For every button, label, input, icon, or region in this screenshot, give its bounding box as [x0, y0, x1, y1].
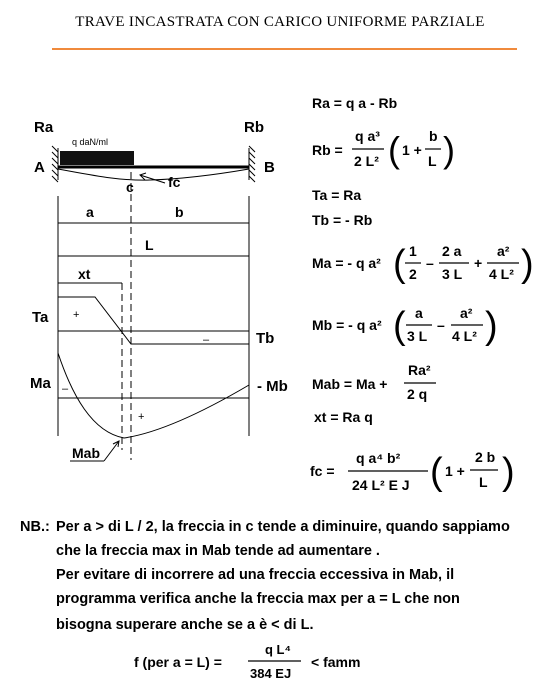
left-fixed-support — [52, 146, 58, 182]
label-fc: fc — [168, 174, 181, 190]
formula-ma-plus: + — [474, 255, 483, 271]
formula-rb-den: 2 L² — [354, 153, 379, 169]
label-b-end: B — [264, 159, 275, 176]
note-label: NB.: — [20, 519, 50, 535]
label-ta: Ta — [32, 309, 49, 326]
formula-ma-d2: 3 L — [442, 266, 463, 282]
formula-ta: Ta = Ra — [312, 187, 362, 203]
note-line-2: che la freccia max in Mab tende ad aumentare . — [56, 543, 380, 559]
shear-plus: + — [73, 309, 80, 321]
formula-mb-n2: a² — [460, 305, 473, 321]
label-ra: Ra — [34, 119, 54, 136]
formula-rb-fnum: b — [429, 128, 438, 144]
label-xt: xt — [78, 266, 91, 282]
label-a: a — [86, 204, 94, 220]
formula-fc-fnum: 2 b — [475, 449, 496, 465]
formula-mab-lhs: Mab = Ma + — [312, 376, 388, 392]
note-line-5: bisogna superare anche se a è < di L. — [56, 617, 314, 633]
formula-ma-lhs: Ma = - q a² — [312, 255, 381, 271]
formula-rb-close-paren: ) — [443, 129, 455, 170]
note-f-rhs: < famm — [311, 654, 361, 670]
moment-diagram — [58, 353, 249, 438]
label-ma: Ma — [30, 375, 51, 392]
note-line-4: programma verifica anche la freccia max per a = L che non — [56, 591, 460, 607]
formula-ma-close-paren: ) — [521, 243, 534, 285]
formula-mb-d2: 4 L² — [452, 328, 477, 344]
formula-mb-minus: – — [437, 317, 445, 333]
formula-mb-close-paren: ) — [485, 305, 498, 347]
formula-mab-den: 2 q — [407, 386, 428, 402]
label-mb: - Mb — [257, 378, 288, 395]
moment-minus: – — [62, 383, 69, 395]
label-rb: Rb — [244, 119, 264, 136]
formula-ra: Ra = q a - Rb — [312, 95, 398, 111]
formula-fc-lhs: fc = — [310, 463, 335, 479]
formula-ma-d3: 4 L² — [489, 266, 514, 282]
formula-rb-fden: L — [428, 153, 437, 169]
formula-fc-fden: L — [479, 474, 488, 490]
label-c: c — [126, 179, 134, 195]
mab-arrowhead — [113, 441, 119, 447]
page-title: TRAVE INCASTRATA CON CARICO UNIFORME PARZIALE — [75, 14, 485, 30]
deflection-curve — [58, 169, 249, 180]
label-tb: Tb — [256, 330, 275, 347]
formula-mab-num: Ra² — [408, 362, 431, 378]
formula-mb-n1: a — [415, 305, 423, 321]
label-load: q daN/ml — [72, 137, 109, 147]
right-fixed-support — [249, 146, 255, 182]
formula-mb-lhs: Mb = - q a² — [312, 317, 382, 333]
note-f-num: q L⁴ — [265, 642, 291, 657]
label-mab: Mab — [72, 445, 100, 461]
note-f-den: 384 EJ — [250, 666, 292, 681]
formula-fc-num: q a⁴ b² — [356, 450, 401, 466]
label-b: b — [175, 204, 184, 220]
formula-ma-n1: 1 — [409, 243, 417, 259]
moment-plus: + — [138, 411, 145, 423]
note-f-lhs: f (per a = L) = — [134, 654, 222, 670]
formula-ma-n3: a² — [497, 243, 510, 259]
formula-rb-open-paren: ( — [388, 129, 400, 170]
note-line-1: Per a > di L / 2, la freccia in c tende a diminuire, quando sappiamo — [56, 519, 510, 535]
label-l: L — [145, 237, 154, 253]
formula-ma-n2: 2 a — [442, 243, 462, 259]
formula-fc-open-paren: ( — [430, 451, 443, 493]
formula-ma-open-paren: ( — [393, 243, 406, 285]
formula-tb: Tb = - Rb — [312, 212, 373, 228]
formula-fc-den: 24 L² E J — [352, 477, 410, 493]
distributed-load-block — [60, 151, 134, 165]
formula-mb-d1: 3 L — [407, 328, 428, 344]
formula-ma-d1: 2 — [409, 266, 417, 282]
formula-mb-open-paren: ( — [393, 305, 406, 347]
label-a-end: A — [34, 159, 45, 176]
formula-fc-one: 1 + — [445, 463, 465, 479]
shear-minus: – — [203, 334, 210, 346]
note-line-3: Per evitare di incorrere ad una freccia eccessiva in Mab, il — [56, 567, 455, 583]
formula-fc-close-paren: ) — [502, 451, 515, 493]
formula-rb-lhs: Rb = — [312, 142, 343, 158]
mab-arrow — [104, 441, 119, 461]
formula-ma-minus: – — [426, 255, 434, 271]
formula-rb-one: 1 + — [402, 142, 422, 158]
shear-diagram — [58, 297, 249, 344]
formula-rb-num: q a³ — [355, 128, 380, 144]
formula-xt: xt = Ra q — [314, 409, 373, 425]
